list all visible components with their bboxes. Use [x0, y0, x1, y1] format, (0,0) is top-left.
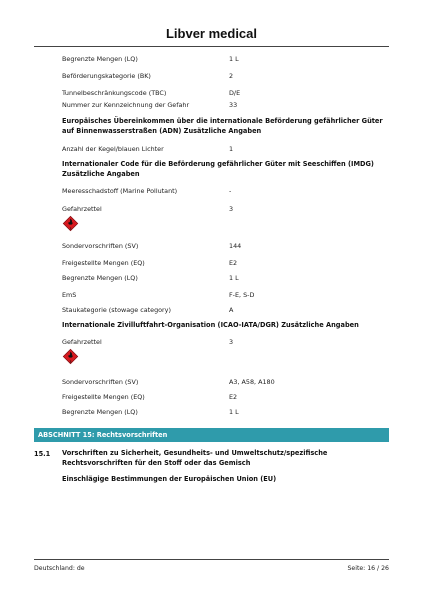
row-value: 33	[229, 101, 238, 109]
row-label: Tunnelbeschränkungscode (TBC)	[62, 89, 167, 97]
imdg-heading: Internationaler Code für die Beförderung gefährlicher Güter mit Seeschiffen (IMDG) Zusätzliche Angaben	[62, 160, 374, 178]
row-label: Sondervorschriften (SV)	[62, 378, 139, 386]
row-label: Staukategorie (stowage category)	[62, 306, 171, 314]
row-label: Anzahl der Kegel/blauen Lichter	[62, 145, 164, 153]
footer-divider	[34, 559, 389, 560]
row-value: A	[229, 306, 234, 314]
row-value: E2	[229, 393, 238, 401]
footer-locale: Deutschland: de	[34, 565, 85, 572]
row-value: E2	[229, 259, 238, 267]
flammable-hazard-label-icon	[62, 215, 79, 232]
row-value: 1 L	[229, 55, 239, 63]
hazard-class-number: 3	[69, 226, 72, 231]
row-value: 2	[229, 72, 234, 80]
row-value: -	[229, 187, 232, 195]
row-value: 1 L	[229, 274, 239, 282]
row-label: Begrenzte Mengen (LQ)	[62, 408, 138, 416]
row-label: Meeresschadstoff (Marine Pollutant)	[62, 187, 178, 195]
row-value: 3	[229, 338, 234, 346]
row-label: Freigestellte Mengen (EQ)	[62, 259, 145, 267]
row-label: Freigestellte Mengen (EQ)	[62, 393, 145, 401]
section-title: ABSCHNITT 15: Rechtsvorschriften	[38, 431, 168, 439]
row-label: Beförderungskategorie (BK)	[62, 72, 151, 80]
subsection-title: Vorschriften zu Sicherheit, Gesundheits- und Umweltschutz/spezifische Rechtsvorschriften für den Stoff oder das Gemisch	[62, 449, 328, 467]
row-label: EmS	[62, 291, 77, 299]
subsection-heading: Einschlägige Bestimmungen der Europäischen Union (EU)	[62, 475, 277, 483]
row-label: Gefahrzettel	[62, 205, 102, 213]
row-label: Nummer zur Kennzeichnung der Gefahr	[62, 101, 190, 109]
subsection-number: 15.1	[34, 450, 51, 458]
row-value: 144	[229, 242, 242, 250]
page-title: Libver medical	[165, 26, 258, 41]
row-value: A3, A58, A180	[229, 378, 275, 386]
row-value: F-E, S-D	[229, 291, 255, 299]
icao-heading: Internationale Zivilluftfahrt-Organisation (ICAO-IATA/DGR) Zusätzliche Angaben	[62, 321, 359, 329]
row-value: D/E	[229, 89, 241, 97]
adn-heading: Europäisches Übereinkommen über die internationale Beförderung gefährlicher Güter auf Binnenwasserstraßen (ADN) Zusätzliche Angaben	[62, 117, 383, 135]
row-label: Sondervorschriften (SV)	[62, 242, 139, 250]
row-value: 1	[229, 145, 234, 153]
flammable-hazard-label-icon	[62, 348, 79, 365]
page-number: Seite: 16 / 26	[347, 565, 389, 572]
header-divider	[34, 46, 389, 47]
row-label: Begrenzte Mengen (LQ)	[62, 55, 138, 63]
section-header-bar	[34, 428, 389, 442]
row-label: Begrenzte Mengen (LQ)	[62, 274, 138, 282]
row-value: 1 L	[229, 408, 239, 416]
row-value: 3	[229, 205, 234, 213]
hazard-class-number: 3	[69, 359, 72, 364]
row-label: Gefahrzettel	[62, 338, 102, 346]
